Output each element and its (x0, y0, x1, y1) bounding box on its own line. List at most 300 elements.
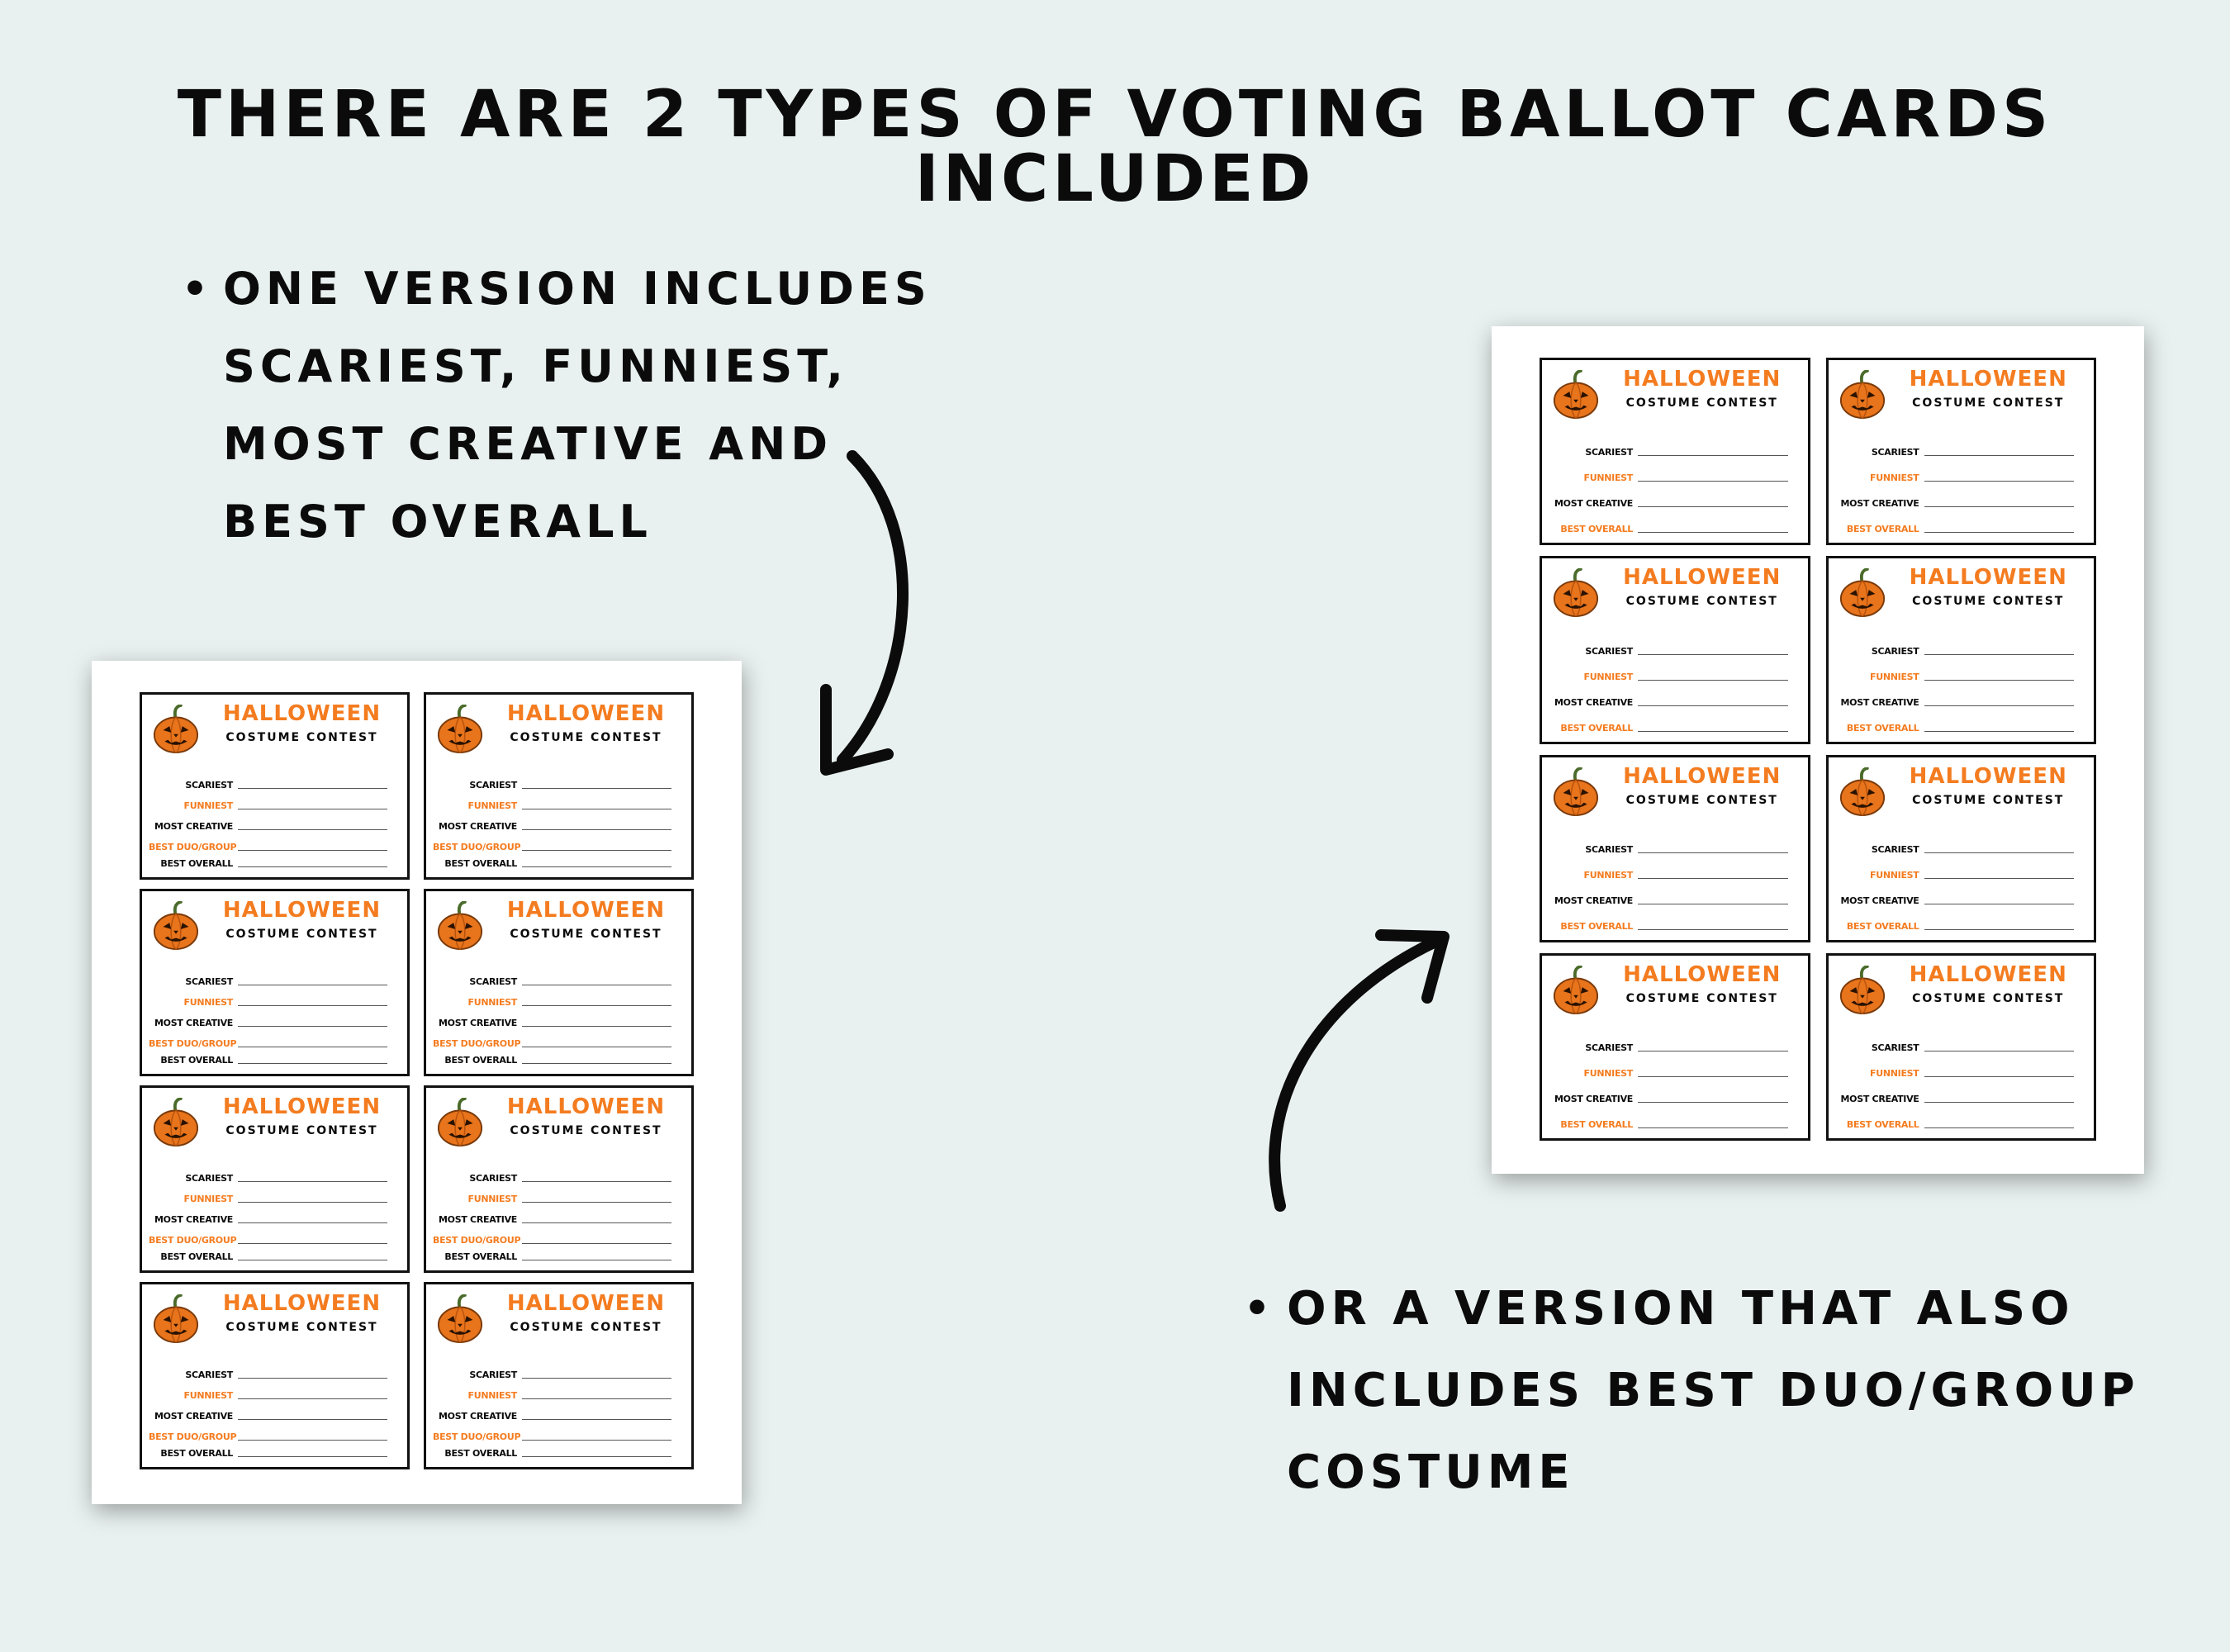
bullet1-line: SCARIEST, FUNNIEST, (223, 340, 848, 392)
category-row (149, 1028, 387, 1049)
write-in-line (522, 1055, 671, 1064)
category-label: FUNNIEST (1870, 1068, 1919, 1079)
category-label: MOST CREATIVE (154, 1411, 233, 1422)
ballot-card (1826, 556, 2097, 743)
write-in-line (522, 1018, 671, 1027)
card-subtitle: COSTUME CONTEST (1912, 991, 2065, 1005)
write-in-line (1924, 844, 2075, 853)
card-subtitle: COSTUME CONTEST (510, 731, 662, 744)
category-row (1549, 1104, 1788, 1130)
write-in-line (1924, 672, 2075, 681)
category-row (433, 811, 671, 832)
write-in-line (238, 1390, 387, 1399)
category-list (433, 1163, 671, 1262)
category-label: FUNNIEST (183, 800, 233, 811)
category-list (149, 770, 387, 869)
write-in-line (1638, 1094, 1788, 1103)
jack-o-lantern-icon (1552, 966, 1600, 1015)
bullet-dot: • (182, 265, 213, 313)
card-subtitle: COSTUME CONTEST (225, 1124, 378, 1137)
write-in-line (238, 1194, 387, 1203)
category-row (1549, 432, 1788, 458)
category-label: SCARIEST (185, 1173, 233, 1184)
category-row (433, 832, 671, 852)
write-in-line (238, 842, 387, 851)
write-in-line (1924, 524, 2075, 533)
category-row (433, 1380, 671, 1401)
ballot-card (140, 1282, 410, 1469)
category-row (1549, 682, 1788, 708)
card-title: HALLOWEEN (1909, 367, 2067, 392)
category-label: FUNNIEST (1583, 671, 1633, 682)
category-label: MOST CREATIVE (1840, 895, 1919, 906)
category-label: BEST DUO/GROUP (149, 842, 237, 852)
write-in-line (238, 858, 387, 867)
write-in-line (1924, 447, 2075, 456)
write-in-line (238, 997, 387, 1006)
category-label: BEST DUO/GROUP (149, 1235, 237, 1246)
jack-o-lantern-icon (436, 901, 484, 951)
write-in-line (238, 1370, 387, 1379)
write-in-line (1638, 447, 1788, 456)
category-label: FUNNIEST (1870, 472, 1919, 484)
category-label: SCARIEST (185, 976, 233, 987)
category-label: SCARIEST (1871, 645, 1919, 657)
category-label: BEST OVERALL (444, 1251, 517, 1262)
category-row (149, 1442, 387, 1459)
write-in-line (1924, 1094, 2075, 1103)
bullet1-line: ONE VERSION INCLUDES (223, 263, 932, 315)
write-in-line (522, 1194, 671, 1203)
category-row (149, 790, 387, 811)
write-in-line (1924, 921, 2075, 930)
ballot-card (424, 1085, 694, 1273)
category-label: FUNNIEST (467, 1390, 517, 1401)
category-row (1549, 631, 1788, 657)
category-row (149, 852, 387, 869)
category-row (433, 1360, 671, 1380)
category-label: BEST OVERALL (1560, 722, 1633, 733)
card-title: HALLOWEEN (506, 1291, 666, 1316)
jack-o-lantern-icon (436, 1294, 484, 1344)
ballot-card (1826, 755, 2097, 942)
write-in-line (238, 1411, 387, 1420)
category-row (1549, 1079, 1788, 1104)
card-title: HALLOWEEN (222, 701, 382, 726)
category-list (1835, 1028, 2075, 1130)
card-subtitle: COSTUME CONTEST (1912, 793, 2065, 807)
ballot-card (140, 1085, 410, 1273)
card-title: HALLOWEEN (1623, 565, 1782, 591)
category-row (149, 1008, 387, 1028)
category-row (149, 1225, 387, 1246)
card-title: HALLOWEEN (222, 898, 382, 923)
category-row (149, 966, 387, 987)
bullet-dot: • (1244, 1284, 1275, 1332)
write-in-line (1638, 870, 1788, 879)
card-title: HALLOWEEN (506, 701, 666, 726)
write-in-line (1638, 646, 1788, 655)
write-in-line (238, 1018, 387, 1027)
category-row (149, 1422, 387, 1442)
category-label: MOST CREATIVE (1840, 696, 1919, 708)
category-list (1549, 829, 1788, 932)
category-label: FUNNIEST (467, 1194, 517, 1204)
category-row (433, 1028, 671, 1049)
jack-o-lantern-icon (152, 1294, 200, 1344)
write-in-line (1924, 1068, 2075, 1077)
headline: THERE ARE 2 TYPES OF VOTING BALLOT CARDS INCLUDED (177, 78, 2053, 216)
write-in-line (238, 1431, 387, 1441)
category-label: FUNNIEST (183, 1390, 233, 1401)
category-row (1549, 855, 1788, 881)
category-row (1549, 906, 1788, 932)
category-row (1835, 855, 2075, 881)
category-list (1835, 829, 2075, 932)
category-label: FUNNIEST (1583, 869, 1633, 881)
write-in-line (1924, 1042, 2075, 1051)
write-in-line (522, 858, 671, 867)
category-row (1835, 708, 2075, 733)
ballot-card (1540, 755, 1810, 942)
write-in-line (522, 1251, 671, 1260)
category-label: BEST DUO/GROUP (433, 1038, 521, 1049)
jack-o-lantern-icon (436, 705, 484, 754)
write-in-line (238, 1448, 387, 1457)
category-label: BEST OVERALL (160, 1448, 233, 1459)
category-row (149, 770, 387, 790)
card-subtitle: COSTUME CONTEST (510, 1124, 662, 1137)
ballot-sheet-five-categories (92, 661, 742, 1504)
category-list (1835, 432, 2075, 534)
category-label: FUNNIEST (183, 997, 233, 1008)
write-in-line (1924, 697, 2075, 706)
category-row (433, 966, 671, 987)
write-in-line (522, 800, 671, 809)
category-label: MOST CREATIVE (1554, 696, 1633, 708)
write-in-line (522, 1038, 671, 1047)
card-subtitle: COSTUME CONTEST (225, 731, 378, 744)
bullet2-line: INCLUDES BEST DUO/GROUP (1287, 1364, 2140, 1417)
jack-o-lantern-icon (152, 1098, 200, 1147)
category-row (149, 1184, 387, 1204)
write-in-line (238, 800, 387, 809)
category-row (433, 1246, 671, 1262)
write-in-line (1638, 1119, 1788, 1128)
category-label: BEST OVERALL (160, 1055, 233, 1066)
category-label: SCARIEST (469, 1370, 517, 1380)
category-label: MOST CREATIVE (1554, 895, 1633, 906)
write-in-line (522, 1390, 671, 1399)
category-label: MOST CREATIVE (1840, 498, 1919, 510)
jack-o-lantern-icon (1552, 767, 1600, 817)
category-label: FUNNIEST (467, 800, 517, 811)
write-in-line (1924, 895, 2075, 904)
write-in-line (522, 821, 671, 830)
ballot-sheet-four-categories (1492, 326, 2144, 1174)
card-subtitle: COSTUME CONTEST (225, 928, 378, 941)
category-row (1835, 657, 2075, 682)
write-in-line (238, 1038, 387, 1047)
write-in-line (522, 1214, 671, 1223)
category-row (1835, 432, 2075, 458)
category-list (149, 1360, 387, 1459)
category-row (1549, 657, 1788, 682)
category-label: SCARIEST (185, 780, 233, 790)
category-list (1549, 631, 1788, 733)
write-in-line (238, 976, 387, 985)
ballot-card (424, 1282, 694, 1469)
category-label: BEST OVERALL (444, 1448, 517, 1459)
category-row (149, 987, 387, 1008)
category-row (149, 1246, 387, 1262)
category-label: BEST OVERALL (1846, 1119, 1919, 1130)
jack-o-lantern-icon (1839, 966, 1886, 1015)
category-label: SCARIEST (469, 1173, 517, 1184)
ballot-card (140, 889, 410, 1076)
category-row (1835, 1079, 2075, 1104)
category-row (1549, 483, 1788, 509)
category-row (1835, 631, 2075, 657)
category-row (1549, 1028, 1788, 1053)
write-in-line (1638, 472, 1788, 482)
category-row (433, 1204, 671, 1225)
category-row (1549, 881, 1788, 906)
curved-arrow-down-icon (793, 430, 942, 793)
category-row (433, 1008, 671, 1028)
write-in-line (522, 976, 671, 985)
category-row (149, 1401, 387, 1422)
write-in-line (1638, 498, 1788, 507)
category-label: FUNNIEST (1583, 472, 1633, 484)
ballot-card (1540, 953, 1810, 1141)
category-list (433, 770, 671, 869)
category-row (433, 1401, 671, 1422)
category-label: MOST CREATIVE (439, 1018, 517, 1028)
category-label: MOST CREATIVE (439, 1411, 517, 1422)
category-label: MOST CREATIVE (1840, 1094, 1919, 1104)
category-row (1835, 458, 2075, 483)
category-label: FUNNIEST (1870, 671, 1919, 682)
card-title: HALLOWEEN (506, 1094, 666, 1119)
write-in-line (1924, 723, 2075, 732)
write-in-line (238, 821, 387, 830)
category-label: SCARIEST (469, 780, 517, 790)
category-label: BEST DUO/GROUP (433, 1235, 521, 1246)
category-row (149, 832, 387, 852)
category-list (1835, 631, 2075, 733)
category-row (433, 770, 671, 790)
ballot-card (1540, 358, 1810, 545)
category-label: SCARIEST (1871, 1042, 1919, 1053)
category-label: MOST CREATIVE (154, 1018, 233, 1028)
category-label: SCARIEST (1585, 843, 1633, 855)
write-in-line (238, 780, 387, 789)
write-in-line (238, 1173, 387, 1182)
card-title: HALLOWEEN (1623, 367, 1782, 392)
category-label: BEST DUO/GROUP (433, 1431, 521, 1442)
category-row (433, 1163, 671, 1184)
category-row (433, 987, 671, 1008)
card-subtitle: COSTUME CONTEST (225, 1321, 378, 1334)
category-label: BEST OVERALL (160, 858, 233, 869)
card-title: HALLOWEEN (506, 898, 666, 923)
category-label: SCARIEST (1585, 645, 1633, 657)
write-in-line (1638, 1042, 1788, 1051)
card-subtitle: COSTUME CONTEST (510, 1321, 662, 1334)
card-subtitle: COSTUME CONTEST (1912, 595, 2065, 609)
category-row (433, 1184, 671, 1204)
category-list (149, 966, 387, 1066)
category-row (149, 1380, 387, 1401)
category-row (1549, 829, 1788, 855)
bullet-version-two (1244, 1268, 2140, 1513)
category-row (433, 1442, 671, 1459)
category-label: BEST OVERALL (444, 858, 517, 869)
category-row (149, 811, 387, 832)
category-label: BEST DUO/GROUP (433, 842, 521, 852)
category-label: SCARIEST (1585, 447, 1633, 458)
write-in-line (522, 780, 671, 789)
category-row (1549, 1053, 1788, 1079)
card-subtitle: COSTUME CONTEST (1625, 793, 1778, 807)
category-label: BEST OVERALL (160, 1251, 233, 1262)
curved-arrow-up-icon (1239, 909, 1470, 1222)
category-row (433, 852, 671, 869)
write-in-line (1924, 472, 2075, 482)
write-in-line (522, 1431, 671, 1441)
category-row (1549, 708, 1788, 733)
write-in-line (1924, 646, 2075, 655)
category-label: MOST CREATIVE (154, 821, 233, 832)
write-in-line (1638, 921, 1788, 930)
category-label: MOST CREATIVE (1554, 498, 1633, 510)
category-label: BEST OVERALL (1846, 722, 1919, 733)
write-in-line (238, 1235, 387, 1244)
jack-o-lantern-icon (436, 1098, 484, 1147)
write-in-line (522, 997, 671, 1006)
ballot-card (1826, 953, 2097, 1141)
write-in-line (522, 1173, 671, 1182)
category-row (149, 1163, 387, 1184)
category-row (1835, 881, 2075, 906)
write-in-line (238, 1214, 387, 1223)
category-row (149, 1360, 387, 1380)
card-title: HALLOWEEN (1623, 961, 1782, 987)
category-label: BEST OVERALL (1560, 524, 1633, 535)
ballot-card (424, 889, 694, 1076)
category-row (1835, 509, 2075, 534)
category-label: FUNNIEST (183, 1194, 233, 1204)
card-subtitle: COSTUME CONTEST (1912, 396, 2065, 410)
category-label: FUNNIEST (1583, 1068, 1633, 1079)
category-list (433, 1360, 671, 1459)
category-label: MOST CREATIVE (439, 1214, 517, 1225)
category-label: BEST OVERALL (1560, 920, 1633, 932)
write-in-line (522, 1411, 671, 1420)
jack-o-lantern-icon (1839, 568, 1886, 618)
category-label: MOST CREATIVE (154, 1214, 233, 1225)
category-label: BEST OVERALL (1560, 1119, 1633, 1130)
write-in-line (1924, 870, 2075, 879)
write-in-line (1638, 895, 1788, 904)
write-in-line (522, 1448, 671, 1457)
category-label: FUNNIEST (467, 997, 517, 1008)
ballot-card (424, 692, 694, 880)
category-label: SCARIEST (1871, 447, 1919, 458)
category-label: SCARIEST (1871, 843, 1919, 855)
category-list (1549, 1028, 1788, 1130)
write-in-line (522, 1370, 671, 1379)
category-row (1835, 682, 2075, 708)
jack-o-lantern-icon (1552, 568, 1600, 618)
write-in-line (238, 1055, 387, 1064)
category-row (1835, 483, 2075, 509)
ballot-card (1540, 556, 1810, 743)
card-title: HALLOWEEN (222, 1291, 382, 1316)
write-in-line (1638, 844, 1788, 853)
write-in-line (238, 1251, 387, 1260)
category-label: SCARIEST (185, 1370, 233, 1380)
write-in-line (1638, 524, 1788, 533)
category-row (1835, 906, 2075, 932)
category-row (1835, 1028, 2075, 1053)
category-label: BEST OVERALL (444, 1055, 517, 1066)
write-in-line (1924, 498, 2075, 507)
jack-o-lantern-icon (152, 901, 200, 951)
ballot-card (1826, 358, 2097, 545)
category-row (1835, 829, 2075, 855)
category-label: SCARIEST (1585, 1042, 1633, 1053)
card-title: HALLOWEEN (1909, 961, 2067, 987)
card-subtitle: COSTUME CONTEST (1625, 991, 1778, 1005)
card-title: HALLOWEEN (1909, 565, 2067, 591)
category-row (433, 1225, 671, 1246)
category-label: BEST OVERALL (1846, 524, 1919, 535)
card-title: HALLOWEEN (222, 1094, 382, 1119)
ballot-card (140, 692, 410, 880)
card-subtitle: COSTUME CONTEST (1625, 396, 1778, 410)
write-in-line (1638, 1068, 1788, 1077)
category-list (1549, 432, 1788, 534)
card-title: HALLOWEEN (1623, 763, 1782, 789)
bullet1-line: BEST OVERALL (223, 496, 652, 548)
write-in-line (522, 1235, 671, 1244)
category-label: BEST DUO/GROUP (149, 1038, 237, 1049)
card-subtitle: COSTUME CONTEST (510, 928, 662, 941)
jack-o-lantern-icon (1552, 370, 1600, 420)
category-list (433, 966, 671, 1066)
category-label: MOST CREATIVE (439, 821, 517, 832)
write-in-line (1924, 1119, 2075, 1128)
bullet2-line: OR A VERSION THAT ALSO (1287, 1282, 2075, 1336)
category-row (433, 1422, 671, 1442)
category-row (1549, 458, 1788, 483)
category-row (1835, 1053, 2075, 1079)
category-row (1835, 1104, 2075, 1130)
category-row (433, 1049, 671, 1066)
write-in-line (1638, 697, 1788, 706)
category-label: MOST CREATIVE (1554, 1094, 1633, 1104)
category-list (149, 1163, 387, 1262)
category-label: FUNNIEST (1870, 869, 1919, 881)
category-row (149, 1049, 387, 1066)
category-row (1549, 509, 1788, 534)
bullet2-line: COSTUME (1287, 1446, 1575, 1499)
card-title: HALLOWEEN (1909, 763, 2067, 789)
card-subtitle: COSTUME CONTEST (1625, 595, 1778, 609)
jack-o-lantern-icon (1839, 767, 1886, 817)
